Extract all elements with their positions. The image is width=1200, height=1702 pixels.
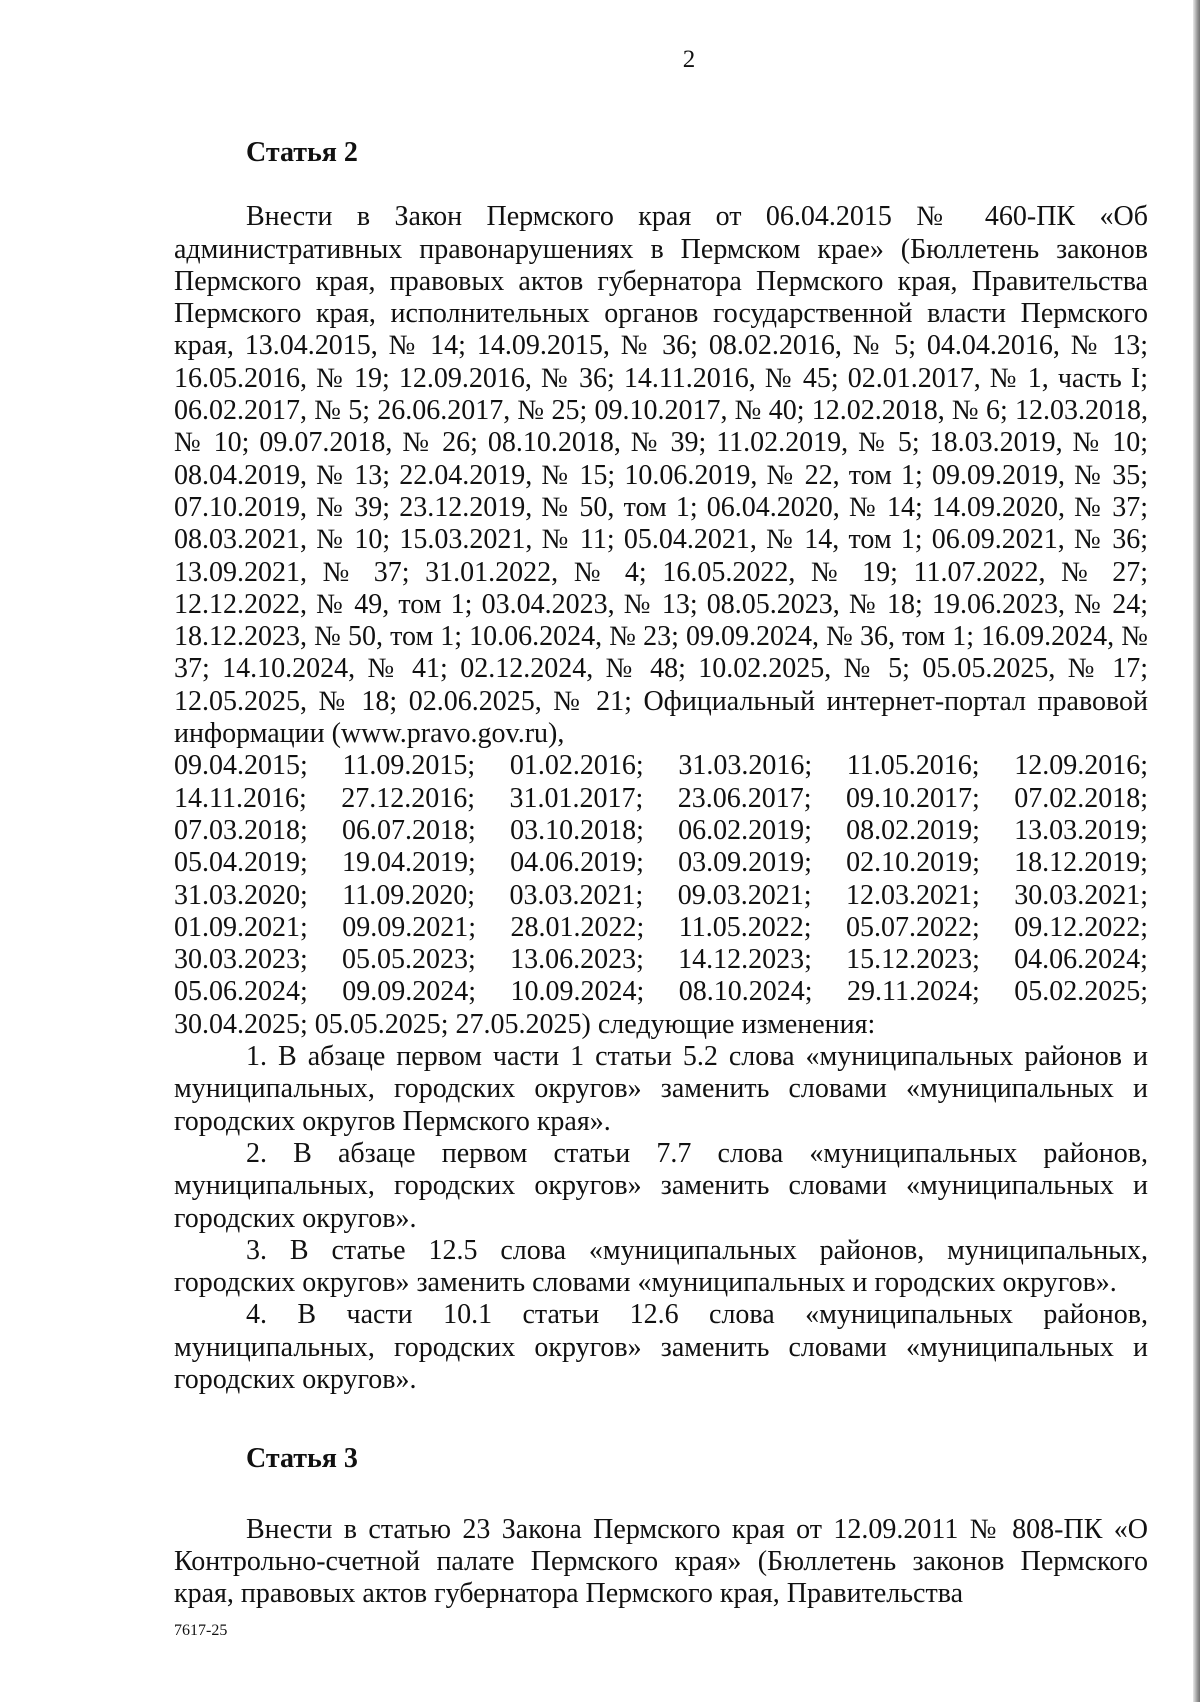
publication-date: 02.10.2019; (846, 847, 980, 879)
date-row (174, 944, 1148, 976)
publication-date: 06.07.2018; (342, 814, 476, 846)
publication-date: 07.03.2018; (174, 814, 308, 846)
date-row (174, 912, 1148, 944)
publication-date: 05.04.2019; (174, 847, 308, 879)
publication-date: 09.03.2021; (677, 879, 812, 911)
publication-date: 09.10.2017; (845, 782, 980, 814)
publication-date: 14.12.2023; (678, 944, 812, 976)
date-row (174, 783, 1148, 815)
publication-date: 27.12.2016; (341, 782, 475, 814)
publication-date: 05.05.2023; (342, 944, 476, 976)
publication-date: 07.02.2018; (1014, 782, 1148, 814)
publication-dates-grid (174, 750, 1148, 1008)
article-2-heading: Статья 2 (246, 137, 358, 168)
publication-date: 08.10.2024; (678, 976, 813, 1008)
publication-date: 05.06.2024; (174, 976, 308, 1008)
publication-date: 06.02.2019; (678, 814, 812, 846)
publication-date: 12.09.2016; (1014, 750, 1148, 782)
publication-date: 29.11.2024; (847, 976, 980, 1008)
scan-edge-shadow (1193, 0, 1200, 1702)
date-row (174, 880, 1148, 912)
publication-date: 03.10.2018; (510, 814, 644, 846)
publication-date: 09.09.2024; (342, 976, 477, 1008)
publication-date: 31.03.2020; (174, 879, 308, 911)
publication-date: 03.03.2021; (509, 879, 644, 911)
publication-date: 28.01.2022; (510, 911, 645, 943)
publication-date: 09.04.2015; (174, 750, 308, 782)
amendment-item-3: 3. В статье 12.5 слова «муниципальных районов, муниципальных, городских округов» заменить словами «муниципальных и городских округов». (174, 1234, 1148, 1299)
article-3-heading: Статья 3 (246, 1443, 358, 1475)
publication-date: 18.12.2019; (1014, 847, 1148, 879)
publication-date: 10.09.2024; (510, 976, 645, 1008)
publication-date: 01.09.2021; (174, 911, 308, 943)
publication-date: 05.07.2022; (845, 911, 980, 943)
date-row (174, 976, 1148, 1008)
publication-date: 15.12.2023; (846, 944, 980, 976)
date-row (174, 815, 1148, 847)
article-3-intro: Внести в статью 23 Закона Пермского края от 12.09.2011 № 808-ПК «О Контрольно-счетной палате Пермского края» (Бюллетень законов Пермского края, правовых актов губернатора Пермского края, Правительства (174, 1513, 1148, 1610)
publication-date: 11.05.2016; (846, 750, 980, 782)
publication-date: 19.04.2019; (342, 847, 476, 879)
document-code: 7617-25 (174, 1622, 228, 1639)
document-body (174, 137, 1148, 1610)
publication-date: 11.09.2015; (342, 750, 476, 782)
publication-date: 11.05.2022; (678, 911, 812, 943)
publication-date: 13.03.2019; (1014, 814, 1148, 846)
publication-date: 04.06.2024; (1014, 944, 1148, 976)
publication-date: 08.02.2019; (846, 814, 980, 846)
publication-date: 30.03.2023; (174, 944, 308, 976)
publication-date: 05.02.2025; (1014, 976, 1148, 1008)
page-number: 2 (682, 46, 696, 73)
date-row (174, 750, 1148, 782)
amendment-item-1: 1. В абзаце первом части 1 статьи 5.2 слова «муниципальных районов и муниципальных, городских округов» заменить словами «муниципальных и городских округов Пермского края». (174, 1041, 1148, 1137)
article-2-closing-line: 30.04.2025; 05.05.2025; 27.05.2025) следующие изменения: (174, 1008, 876, 1040)
publication-date: 12.03.2021; (845, 879, 980, 911)
publication-date: 30.03.2021; (1014, 879, 1148, 911)
publication-date: 01.02.2016; (509, 750, 644, 782)
publication-date: 31.01.2017; (509, 782, 644, 814)
publication-date: 13.06.2023; (510, 944, 644, 976)
amendment-item-2: 2. В абзаце первом статьи 7.7 слова «муниципальных районов, муниципальных, городских округов» заменить словами «муниципальных и городских округов». (174, 1137, 1148, 1234)
publication-date: 09.09.2021; (342, 911, 477, 943)
publication-date: 14.11.2016; (174, 782, 307, 814)
publication-date: 09.12.2022; (1014, 911, 1148, 943)
article-2-intro: Внести в Закон Пермского края от 06.04.2015 № 460-ПК «Об административных правонарушениях в Пермском крае» (Бюллетень законов Пермского края, правовых актов губернатора Пермского края, Правительства Пермского края, исполнительных органов государственной власти Пермского края, 13.04.2015, № 14; 14.09.2015, № 36; 08.02.2016, № 5; 04.04.2016, № 13; 16.05.2016, № 19; 12.09.2016, № 36; 14.11.2016, № 45; 02.01.2017, № 1, часть I; 06.02.2017, № 5; 26.06.2017, № 25; 09.10.2017, № 40; 12.02.2018, № 6; 12.03.2018, № 10; 09.07.2018, № 26; 08.10.2018, № 39; 11.02.2019, № 5; 18.03.2019, № 10; 08.04.2019, № 13; 22.04.2019, № 15; 10.06.2019, № 22, том 1; 09.09.2019, № 35; 07.10.2019, № 39; 23.12.2019, № 50, том 1; 06.04.2020, № 14; 14.09.2020, № 37; 08.03.2021, № 10; 15.03.2021, № 11; 05.04.2021, № 14, том 1; 06.09.2021, № 36; 13.09.2021, № 37; 31.01.2022, № 4; 16.05.2022, № 19; 11.07.2022, № 27; 12.12.2022, № 49, том 1; 03.04.2023, № 13; 08.05.2023, № 18; 19.06.2023, № 24; 18.12.2023, № 50, том 1; 10.06.2024, № 23; 09.09.2024, № 36, том 1; 16.09.2024, № 37; 14.10.2024, № 41; 02.12.2024, № 48; 10.02.2025, № 5; 05.05.2025, № 17; 12.05.2025, № 18; 02.06.2025, № 21; Официальный интернет-портал правовой информации (www.pravo.gov.ru), (174, 201, 1148, 750)
publication-date: 04.06.2019; (510, 847, 644, 879)
publication-date: 03.09.2019; (678, 847, 812, 879)
publication-date: 11.09.2020; (342, 879, 475, 911)
amendment-item-4: 4. В части 10.1 статьи 12.6 слова «муниципальных районов, муниципальных, городских округов» заменить словами «муниципальных и городских округов». (174, 1299, 1148, 1395)
publication-date: 23.06.2017; (677, 782, 812, 814)
date-row (174, 847, 1148, 879)
publication-date: 31.03.2016; (678, 750, 813, 782)
